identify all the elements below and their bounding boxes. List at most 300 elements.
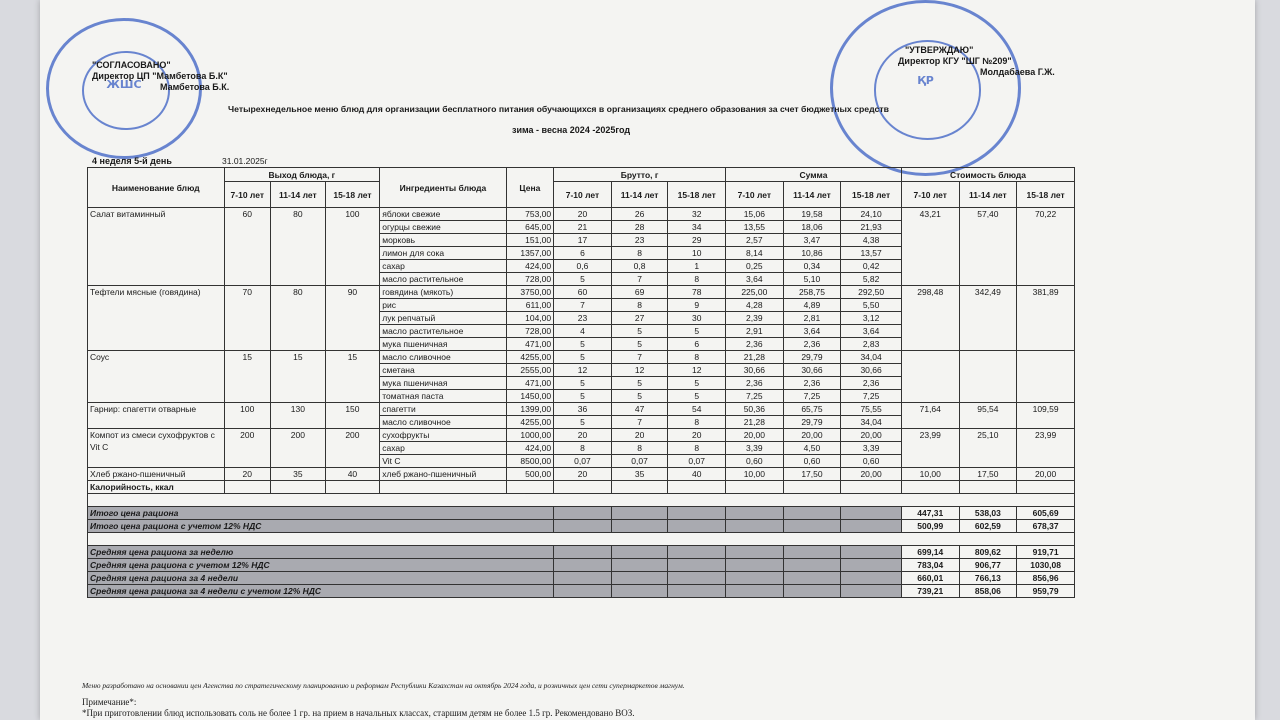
ingredient-price: 753,00 (506, 208, 554, 221)
col-cost-age1: 7-10 лет (901, 182, 959, 208)
total-label: Средняя цена рациона за 4 недели с учетом 12% НДС (88, 585, 554, 598)
ingredient-price: 471,00 (506, 338, 554, 351)
ingredient-sum: 8,14 (726, 247, 784, 260)
dish-cost: 342,49 (959, 286, 1017, 351)
ingredient-gross: 8 (611, 442, 668, 455)
ingredient-price: 4255,00 (506, 416, 554, 429)
ingredient-gross: 0,8 (611, 260, 668, 273)
empty-cell (554, 520, 612, 533)
ingredient-sum: 2,81 (783, 312, 841, 325)
approve-left-role: Директор ЦП "Мамбетова Б.К" (92, 71, 228, 81)
dish-output: 100 (325, 208, 380, 286)
empty-cell (783, 481, 841, 494)
total-row (88, 585, 1075, 598)
ingredient-name: мука пшеничная (380, 338, 506, 351)
ingredient-gross: 8 (668, 416, 726, 429)
empty-cell (959, 481, 1017, 494)
dish-cost: 20,00 (1017, 468, 1075, 481)
ingredient-gross: 12 (668, 364, 726, 377)
ingredient-sum: 4,38 (841, 234, 902, 247)
empty-cell (726, 559, 784, 572)
dish-cost: 70,22 (1017, 208, 1075, 286)
ingredient-gross: 1 (668, 260, 726, 273)
dish-output: 100 (224, 403, 271, 429)
ingredient-sum: 20,00 (841, 429, 902, 442)
ingredient-price: 500,00 (506, 468, 554, 481)
dish-cost: 23,99 (1017, 429, 1075, 468)
approve-right-role: Директор КГУ "ШГ №209" (898, 56, 1012, 66)
ingredient-gross: 5 (611, 377, 668, 390)
menu-body (88, 208, 1075, 598)
ingredient-sum: 20,00 (783, 429, 841, 442)
total-value: 856,96 (1017, 572, 1075, 585)
ingredient-gross: 5 (554, 338, 612, 351)
ingredient-sum: 30,66 (841, 364, 902, 377)
empty-cell (611, 520, 668, 533)
spacer-row (88, 533, 1075, 546)
ingredient-name: лимон для сока (380, 247, 506, 260)
ingredient-sum: 2,57 (726, 234, 784, 247)
ingredient-sum: 0,60 (841, 455, 902, 468)
ingredient-gross: 17 (554, 234, 612, 247)
dish-cost: 298,48 (901, 286, 959, 351)
total-row (88, 507, 1075, 520)
empty-cell (224, 481, 271, 494)
ingredient-sum: 15,06 (726, 208, 784, 221)
empty-cell (726, 585, 784, 598)
ingredient-sum: 29,79 (783, 416, 841, 429)
total-value: 602,59 (959, 520, 1017, 533)
dish-name: Салат витаминный (88, 208, 225, 286)
ingredient-sum: 21,93 (841, 221, 902, 234)
ingredient-gross: 5 (554, 390, 612, 403)
ingredient-sum: 2,36 (783, 338, 841, 351)
empty-cell (668, 520, 726, 533)
ingredient-gross: 20 (554, 429, 612, 442)
ingredient-sum: 0,60 (726, 455, 784, 468)
empty-cell (611, 546, 668, 559)
col-cost: Стоимость блюда (901, 168, 1074, 182)
ingredient-sum: 2,36 (841, 377, 902, 390)
ingredient-gross: 54 (668, 403, 726, 416)
empty-cell (271, 481, 326, 494)
ingredient-sum: 50,36 (726, 403, 784, 416)
ingredient-gross: 5 (611, 338, 668, 351)
col-output: Выход блюда, г (224, 168, 380, 182)
empty-cell (841, 546, 902, 559)
ingredient-gross: 23 (611, 234, 668, 247)
total-value: 699,14 (901, 546, 959, 559)
col-output-age3: 15-18 лет (325, 182, 380, 208)
table-row (88, 208, 1075, 221)
approve-right-name: Молдабаева Г.Ж. (980, 67, 1055, 77)
total-label: Средняя цена рациона за 4 недели (88, 572, 554, 585)
ingredient-gross: 7 (611, 416, 668, 429)
ingredient-price: 8500,00 (506, 455, 554, 468)
dish-cost: 43,21 (901, 208, 959, 286)
empty-cell (783, 559, 841, 572)
dish-name: Компот из смеси сухофруктов с Vit C (88, 429, 225, 468)
ingredient-gross: 12 (611, 364, 668, 377)
approve-right-title: "УТВЕРЖДАЮ" (905, 45, 974, 55)
dish-output: 15 (224, 351, 271, 403)
total-value: 605,69 (1017, 507, 1075, 520)
table-row (88, 286, 1075, 299)
col-output-age1: 7-10 лет (224, 182, 271, 208)
ingredient-gross: 21 (554, 221, 612, 234)
empty-cell (611, 559, 668, 572)
ingredient-sum: 4,89 (783, 299, 841, 312)
dish-output: 70 (224, 286, 271, 351)
ingredient-gross: 8 (611, 247, 668, 260)
total-value: 959,79 (1017, 585, 1075, 598)
total-label: Итого цена рациона с учетом 12% НДС (88, 520, 554, 533)
total-row (88, 572, 1075, 585)
ingredient-gross: 5 (611, 325, 668, 338)
ingredient-gross: 5 (668, 390, 726, 403)
col-sum-age2: 11-14 лет (783, 182, 841, 208)
ingredient-name: Vit C (380, 455, 506, 468)
dish-name: Соус (88, 351, 225, 403)
ingredient-gross: 5 (554, 273, 612, 286)
empty-cell (783, 520, 841, 533)
ingredient-price: 645,00 (506, 221, 554, 234)
menu-table (87, 167, 1075, 598)
ingredient-price: 1399,00 (506, 403, 554, 416)
empty-cell (668, 572, 726, 585)
dish-cost: 109,59 (1017, 403, 1075, 429)
dish-cost: 23,99 (901, 429, 959, 468)
ingredient-gross: 28 (611, 221, 668, 234)
ingredient-sum: 3,39 (726, 442, 784, 455)
ingredient-sum: 2,36 (783, 377, 841, 390)
ingredient-sum: 292,50 (841, 286, 902, 299)
footer-source: Меню разработано на основании цен Агенства по стратегическому планированию и реформам Республики Казахстан на октябрь 2024 года, и розничных цен сети супермаркетов магнум. (82, 681, 685, 690)
empty-cell (325, 481, 380, 494)
calories-label: Калорийность, ккал (88, 481, 225, 494)
ingredient-gross: 5 (668, 377, 726, 390)
ingredient-sum: 10,86 (783, 247, 841, 260)
ingredient-gross: 20 (611, 429, 668, 442)
ingredient-gross: 23 (554, 312, 612, 325)
dish-name: Хлеб ржано-пшеничный (88, 468, 225, 481)
ingredient-name: говядина (мякоть) (380, 286, 506, 299)
dish-cost: 57,40 (959, 208, 1017, 286)
spacer-row (88, 494, 1075, 507)
ingredient-gross: 36 (554, 403, 612, 416)
ingredient-gross: 69 (611, 286, 668, 299)
col-gross-age1: 7-10 лет (554, 182, 612, 208)
empty-cell (783, 585, 841, 598)
ingredient-gross: 9 (668, 299, 726, 312)
ingredient-gross: 8 (668, 442, 726, 455)
empty-cell (506, 481, 554, 494)
table-row (88, 403, 1075, 416)
ingredient-name: масло растительное (380, 273, 506, 286)
ingredient-gross: 34 (668, 221, 726, 234)
ingredient-gross: 32 (668, 208, 726, 221)
ingredient-sum: 20,00 (726, 429, 784, 442)
ingredient-sum: 5,82 (841, 273, 902, 286)
ingredient-sum: 2,83 (841, 338, 902, 351)
dish-cost: 17,50 (959, 468, 1017, 481)
total-value: 809,62 (959, 546, 1017, 559)
ingredient-sum: 18,06 (783, 221, 841, 234)
dish-name: Тефтели мясные (говядина) (88, 286, 225, 351)
ingredient-sum: 29,79 (783, 351, 841, 364)
col-gross: Брутто, г (554, 168, 726, 182)
ingredient-gross: 4 (554, 325, 612, 338)
total-value: 906,77 (959, 559, 1017, 572)
spacer-cell (88, 494, 1075, 507)
empty-cell (841, 507, 902, 520)
dish-output: 15 (271, 351, 326, 403)
ingredient-gross: 10 (668, 247, 726, 260)
ingredient-sum: 2,36 (726, 338, 784, 351)
ingredient-sum: 10,00 (726, 468, 784, 481)
ingredient-sum: 5,50 (841, 299, 902, 312)
dish-cost: 381,89 (1017, 286, 1075, 351)
spacer-cell (88, 533, 1075, 546)
total-value: 1030,08 (1017, 559, 1075, 572)
ingredient-gross: 8 (668, 351, 726, 364)
ingredient-sum: 34,04 (841, 416, 902, 429)
ingredient-name: яблоки свежие (380, 208, 506, 221)
dish-cost: 25,10 (959, 429, 1017, 468)
ingredient-name: масло сливочное (380, 416, 506, 429)
ingredient-gross: 26 (611, 208, 668, 221)
total-value: 660,01 (901, 572, 959, 585)
ingredient-gross: 0,6 (554, 260, 612, 273)
ingredient-name: огурцы свежие (380, 221, 506, 234)
dish-output: 130 (271, 403, 326, 429)
empty-cell (841, 481, 902, 494)
ingredient-name: спагетти (380, 403, 506, 416)
col-dish: Наименование блюд (88, 168, 225, 208)
ingredient-gross: 27 (611, 312, 668, 325)
ingredient-price: 151,00 (506, 234, 554, 247)
col-sum: Сумма (726, 168, 902, 182)
ingredient-gross: 8 (554, 442, 612, 455)
dish-output: 80 (271, 286, 326, 351)
dish-output: 150 (325, 403, 380, 429)
ingredient-sum: 3,12 (841, 312, 902, 325)
empty-cell (668, 546, 726, 559)
dish-cost: 10,00 (901, 468, 959, 481)
ingredient-price: 728,00 (506, 273, 554, 286)
ingredient-name: мука пшеничная (380, 377, 506, 390)
total-value: 500,99 (901, 520, 959, 533)
ingredient-price: 471,00 (506, 377, 554, 390)
ingredient-gross: 0,07 (554, 455, 612, 468)
ingredient-gross: 35 (611, 468, 668, 481)
ingredient-sum: 258,75 (783, 286, 841, 299)
page-title: Четырехнедельное меню блюд для организации бесплатного питания обучающихся в организациях среднего образования за счет бюджетных средств (228, 104, 889, 114)
dish-cost (959, 351, 1017, 403)
col-gross-age3: 15-18 лет (668, 182, 726, 208)
total-value: 783,04 (901, 559, 959, 572)
ingredient-price: 3750,00 (506, 286, 554, 299)
empty-cell (668, 585, 726, 598)
dish-cost (1017, 351, 1075, 403)
ingredient-gross: 7 (611, 351, 668, 364)
empty-cell (668, 481, 726, 494)
total-label: Средняя цена рациона с учетом 12% НДС (88, 559, 554, 572)
ingredient-price: 1450,00 (506, 390, 554, 403)
ingredient-gross: 8 (668, 273, 726, 286)
ingredient-sum: 3,64 (783, 325, 841, 338)
ingredient-sum: 65,75 (783, 403, 841, 416)
footer-note: *При приготовлении блюд использовать соль не более 1 гр. на прием в начальных классах, старшим детям не более 1.5 гр. Рекомендовано ВОЗ. (82, 708, 635, 718)
ingredient-sum: 3,64 (726, 273, 784, 286)
col-cost-age2: 11-14 лет (959, 182, 1017, 208)
ingredient-gross: 78 (668, 286, 726, 299)
ingredient-gross: 20 (554, 208, 612, 221)
ingredient-gross: 29 (668, 234, 726, 247)
menu-date: 31.01.2025г (222, 156, 268, 166)
empty-cell (726, 520, 784, 533)
dish-cost: 95,54 (959, 403, 1017, 429)
empty-cell (611, 585, 668, 598)
ingredient-gross: 12 (554, 364, 612, 377)
ingredient-price: 424,00 (506, 260, 554, 273)
ingredient-sum: 2,91 (726, 325, 784, 338)
total-label: Средняя цена рациона за неделю (88, 546, 554, 559)
empty-cell (783, 572, 841, 585)
ingredient-name: томатная паста (380, 390, 506, 403)
ingredient-sum: 20,00 (841, 468, 902, 481)
ingredient-name: лук репчатый (380, 312, 506, 325)
col-gross-age2: 11-14 лет (611, 182, 668, 208)
ingredient-gross: 5 (554, 377, 612, 390)
empty-cell (554, 572, 612, 585)
ingredient-sum: 34,04 (841, 351, 902, 364)
total-value: 678,37 (1017, 520, 1075, 533)
ingredient-gross: 7 (611, 273, 668, 286)
table-row (88, 351, 1075, 364)
dish-cost (901, 351, 959, 403)
ingredient-name: хлеб ржано-пшеничный (380, 468, 506, 481)
ingredient-price: 1000,00 (506, 429, 554, 442)
ingredient-price: 728,00 (506, 325, 554, 338)
ingredient-sum: 30,66 (783, 364, 841, 377)
empty-cell (726, 481, 784, 494)
season-label: зима - весна 2024 -2025год (512, 125, 631, 135)
ingredient-name: рис (380, 299, 506, 312)
ingredient-sum: 7,25 (726, 390, 784, 403)
ingredient-name: сахар (380, 260, 506, 273)
empty-cell (783, 546, 841, 559)
empty-cell (611, 507, 668, 520)
empty-cell (726, 572, 784, 585)
ingredient-sum: 13,57 (841, 247, 902, 260)
table-row (88, 429, 1075, 442)
ingredient-gross: 5 (611, 390, 668, 403)
empty-cell (901, 481, 959, 494)
ingredient-gross: 40 (668, 468, 726, 481)
dish-output: 90 (325, 286, 380, 351)
empty-cell (611, 481, 668, 494)
dish-output: 40 (325, 468, 380, 481)
ingredient-gross: 47 (611, 403, 668, 416)
empty-cell (726, 507, 784, 520)
col-sum-age1: 7-10 лет (726, 182, 784, 208)
ingredient-sum: 7,25 (841, 390, 902, 403)
empty-cell (554, 507, 612, 520)
ingredient-gross: 60 (554, 286, 612, 299)
empty-cell (841, 585, 902, 598)
dish-output: 60 (224, 208, 271, 286)
col-ingredients: Ингредиенты блюда (380, 168, 506, 208)
ingredient-gross: 5 (554, 351, 612, 364)
col-cost-age3: 15-18 лет (1017, 182, 1075, 208)
ingredient-gross: 7 (554, 299, 612, 312)
ingredient-sum: 3,47 (783, 234, 841, 247)
empty-cell (611, 572, 668, 585)
week-day-label: 4 неделя 5-й день (92, 156, 172, 166)
ingredient-name: сухофрукты (380, 429, 506, 442)
total-value: 538,03 (959, 507, 1017, 520)
dish-output: 200 (271, 429, 326, 468)
approve-left-name: Мамбетова Б.К. (160, 82, 230, 92)
approval-stamp-right (830, 0, 1021, 176)
ingredient-sum: 21,28 (726, 351, 784, 364)
ingredient-name: морковь (380, 234, 506, 247)
total-row (88, 559, 1075, 572)
ingredient-sum: 7,25 (783, 390, 841, 403)
ingredient-sum: 225,00 (726, 286, 784, 299)
dish-output: 15 (325, 351, 380, 403)
col-output-age2: 11-14 лет (271, 182, 326, 208)
dish-output: 80 (271, 208, 326, 286)
ingredient-gross: 30 (668, 312, 726, 325)
dish-output: 20 (224, 468, 271, 481)
empty-cell (841, 559, 902, 572)
empty-cell (554, 559, 612, 572)
dish-output: 200 (224, 429, 271, 468)
ingredient-sum: 5,10 (783, 273, 841, 286)
ingredient-gross: 6 (554, 247, 612, 260)
empty-cell (554, 546, 612, 559)
total-value: 766,13 (959, 572, 1017, 585)
ingredient-price: 104,00 (506, 312, 554, 325)
stamp-text: ҚР (917, 74, 934, 88)
ingredient-sum: 0,42 (841, 260, 902, 273)
ingredient-sum: 0,25 (726, 260, 784, 273)
ingredient-sum: 13,55 (726, 221, 784, 234)
dish-cost: 71,64 (901, 403, 959, 429)
empty-cell (726, 546, 784, 559)
total-value: 739,21 (901, 585, 959, 598)
ingredient-gross: 0,07 (668, 455, 726, 468)
ingredient-sum: 19,58 (783, 208, 841, 221)
ingredient-sum: 3,39 (841, 442, 902, 455)
ingredient-sum: 24,10 (841, 208, 902, 221)
ingredient-sum: 2,36 (726, 377, 784, 390)
ingredient-gross: 6 (668, 338, 726, 351)
ingredient-sum: 4,50 (783, 442, 841, 455)
empty-cell (380, 481, 506, 494)
ingredient-price: 4255,00 (506, 351, 554, 364)
calories-row (88, 481, 1075, 494)
col-sum-age3: 15-18 лет (841, 182, 902, 208)
empty-cell (783, 507, 841, 520)
empty-cell (841, 572, 902, 585)
ingredient-sum: 75,55 (841, 403, 902, 416)
empty-cell (668, 507, 726, 520)
ingredient-price: 2555,00 (506, 364, 554, 377)
ingredient-price: 424,00 (506, 442, 554, 455)
